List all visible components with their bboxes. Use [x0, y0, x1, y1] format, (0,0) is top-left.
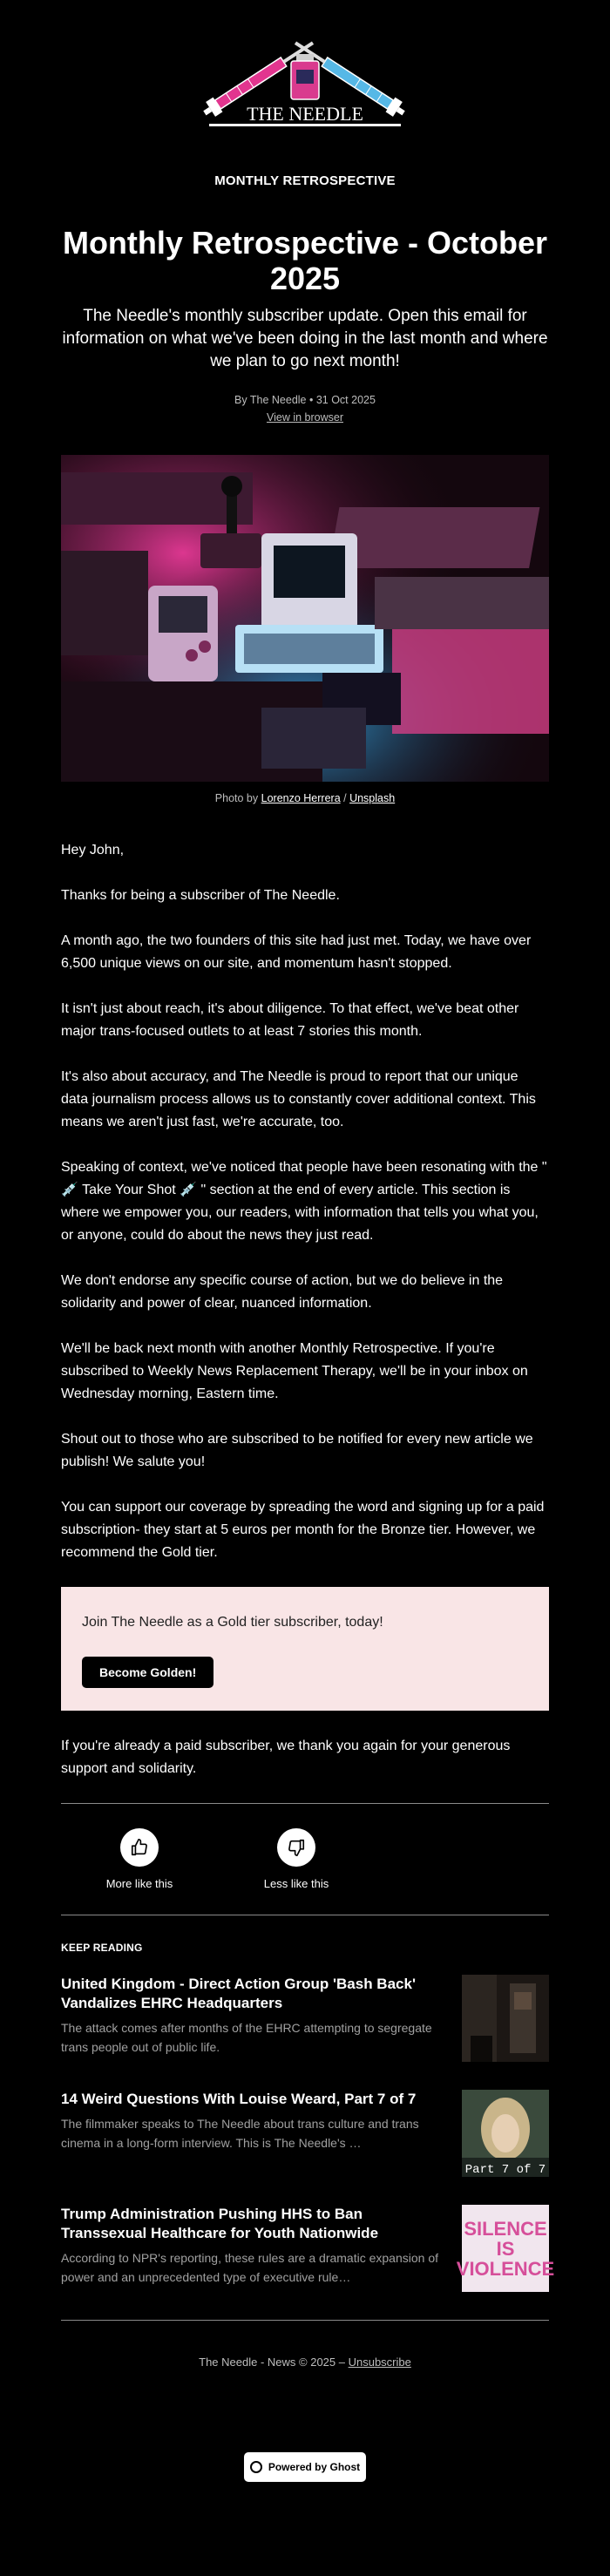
become-golden-button[interactable]: Become Golden!: [82, 1657, 214, 1688]
less-like-this-label: Less like this: [263, 1877, 329, 1890]
caption-separator: /: [340, 792, 350, 804]
article-title[interactable]: Trump Administration Pushing HHS to Ban Transsexual Healthcare for Youth Nationwide: [61, 2206, 379, 2241]
body-paragraph: Speaking of context, we've noticed that people have been resonating with the " 💉 Take Your Shot 💉 " section at the end of every article. This section is where we empower you, our readers, with information that tells you what you, or anyone, could do about the news they just read.: [61, 1160, 547, 1243]
gold-tier-cta: [61, 1587, 549, 1711]
thumbnail-text: SILENCE IS VIOLENCE: [456, 2217, 555, 2280]
keep-reading-article[interactable]: [61, 1975, 549, 2062]
body-paragraph: If you're already a paid subscriber, we thank you again for your generous support and solidarity.: [61, 1739, 511, 1776]
less-like-this-button[interactable]: [218, 1828, 375, 1890]
unsplash-link[interactable]: Unsplash: [349, 792, 396, 804]
article-thumbnail[interactable]: [456, 2205, 555, 2292]
hero-caption: [0, 792, 610, 804]
body-paragraph: Thanks for being a subscriber of The Needle.: [61, 888, 340, 903]
divider: [61, 2320, 549, 2321]
cta-text: Join The Needle as a Gold tier subscriber, today!: [82, 1615, 383, 1630]
article-thumbnail[interactable]: [462, 2090, 549, 2177]
article-thumbnail[interactable]: [462, 1975, 549, 2062]
post-title: Monthly Retrospective - October 2025: [62, 225, 548, 296]
footer-text: The Needle - News © 2025 –: [199, 2356, 349, 2369]
keep-reading-article[interactable]: [61, 2205, 555, 2292]
unsubscribe-link[interactable]: Unsubscribe: [348, 2356, 411, 2369]
article-excerpt: According to NPR's reporting, these rules are a dramatic expansion of power and an unprecedented type of executive rule…: [61, 2251, 439, 2284]
site-logo[interactable]: [200, 0, 410, 135]
footer: [61, 2356, 549, 2369]
ghost-icon: [250, 2461, 262, 2473]
article-title[interactable]: 14 Weird Questions With Louise Weard, Part 7 of 7: [61, 2091, 417, 2107]
keep-reading-article[interactable]: [61, 2090, 549, 2177]
caption-prefix: Photo by: [214, 792, 261, 804]
article-title[interactable]: United Kingdom - Direct Action Group 'Bash Back' Vandalizes EHRC Headquarters: [61, 1976, 416, 2011]
powered-by-label: Powered by Ghost: [268, 2461, 361, 2473]
thumbnail-text: Part 7 of 7: [464, 2163, 546, 2177]
post-body: [61, 839, 549, 1780]
post-subtitle: The Needle's monthly subscriber update. Open this email for information on what we've been doing in the last month and where we plan to go next month!: [62, 307, 548, 370]
powered-by-ghost-badge[interactable]: [244, 2452, 366, 2482]
body-paragraph: It isn't just about reach, it's about diligence. To that effect, we've beat other major trans-focused outlets to at least 7 stories this month.: [61, 1001, 519, 1039]
body-paragraph: We'll be back next month with another Monthly Retrospective. If you're subscribed to Weekly News Replacement Therapy, we'll be in your inbox on Wednesday morning, Eastern time.: [61, 1341, 528, 1401]
more-like-this-label: More like this: [105, 1877, 173, 1890]
body-paragraph: Shout out to those who are subscribed to be notified for every new article we publish! We salute you!: [61, 1432, 533, 1469]
more-like-this-button[interactable]: [61, 1828, 218, 1890]
article-excerpt: The attack comes after months of the EHRC attempting to segregate trans people out of public life.: [61, 2021, 432, 2054]
needle-logo-graphic: [200, 0, 410, 135]
post-kicker: MONTHLY RETROSPECTIVE: [214, 173, 396, 188]
byline: By The Needle • 31 Oct 2025: [234, 394, 376, 406]
body-paragraph: It's also about accuracy, and The Needle is proud to report that our unique data journalism process allows us to constantly cover additional context. This means we aren't just fast, we're accurate, too.: [61, 1069, 536, 1129]
photographer-link[interactable]: Lorenzo Herrera: [261, 792, 341, 804]
article-excerpt: The filmmaker speaks to The Needle about trans culture and trans cinema in a long-form interview. This is The Needle's …: [61, 2117, 419, 2150]
logo-text: THE NEEDLE: [247, 103, 363, 125]
feedback-section: [61, 1804, 549, 1915]
thumbs-up-icon: [120, 1828, 159, 1867]
hero-image: [61, 455, 549, 782]
body-paragraph: You can support our coverage by spreading the word and signing up for a paid subscription- they start at 5 euros per month for the Bronze tier. However, we recommend the Gold tier.: [61, 1500, 545, 1560]
view-in-browser-link[interactable]: View in browser: [266, 411, 343, 424]
body-paragraph: A month ago, the two founders of this site had just met. Today, we have over 6,500 unique views on our site, and momentum hasn't stopped.: [61, 933, 532, 971]
keep-reading-heading: KEEP READING: [61, 1942, 143, 1954]
thumbs-down-icon: [277, 1828, 315, 1867]
greeting: Hey John,: [61, 843, 125, 858]
body-paragraph: We don't endorse any specific course of action, but we do believe in the solidarity and power of clear, nuanced information.: [61, 1273, 504, 1311]
